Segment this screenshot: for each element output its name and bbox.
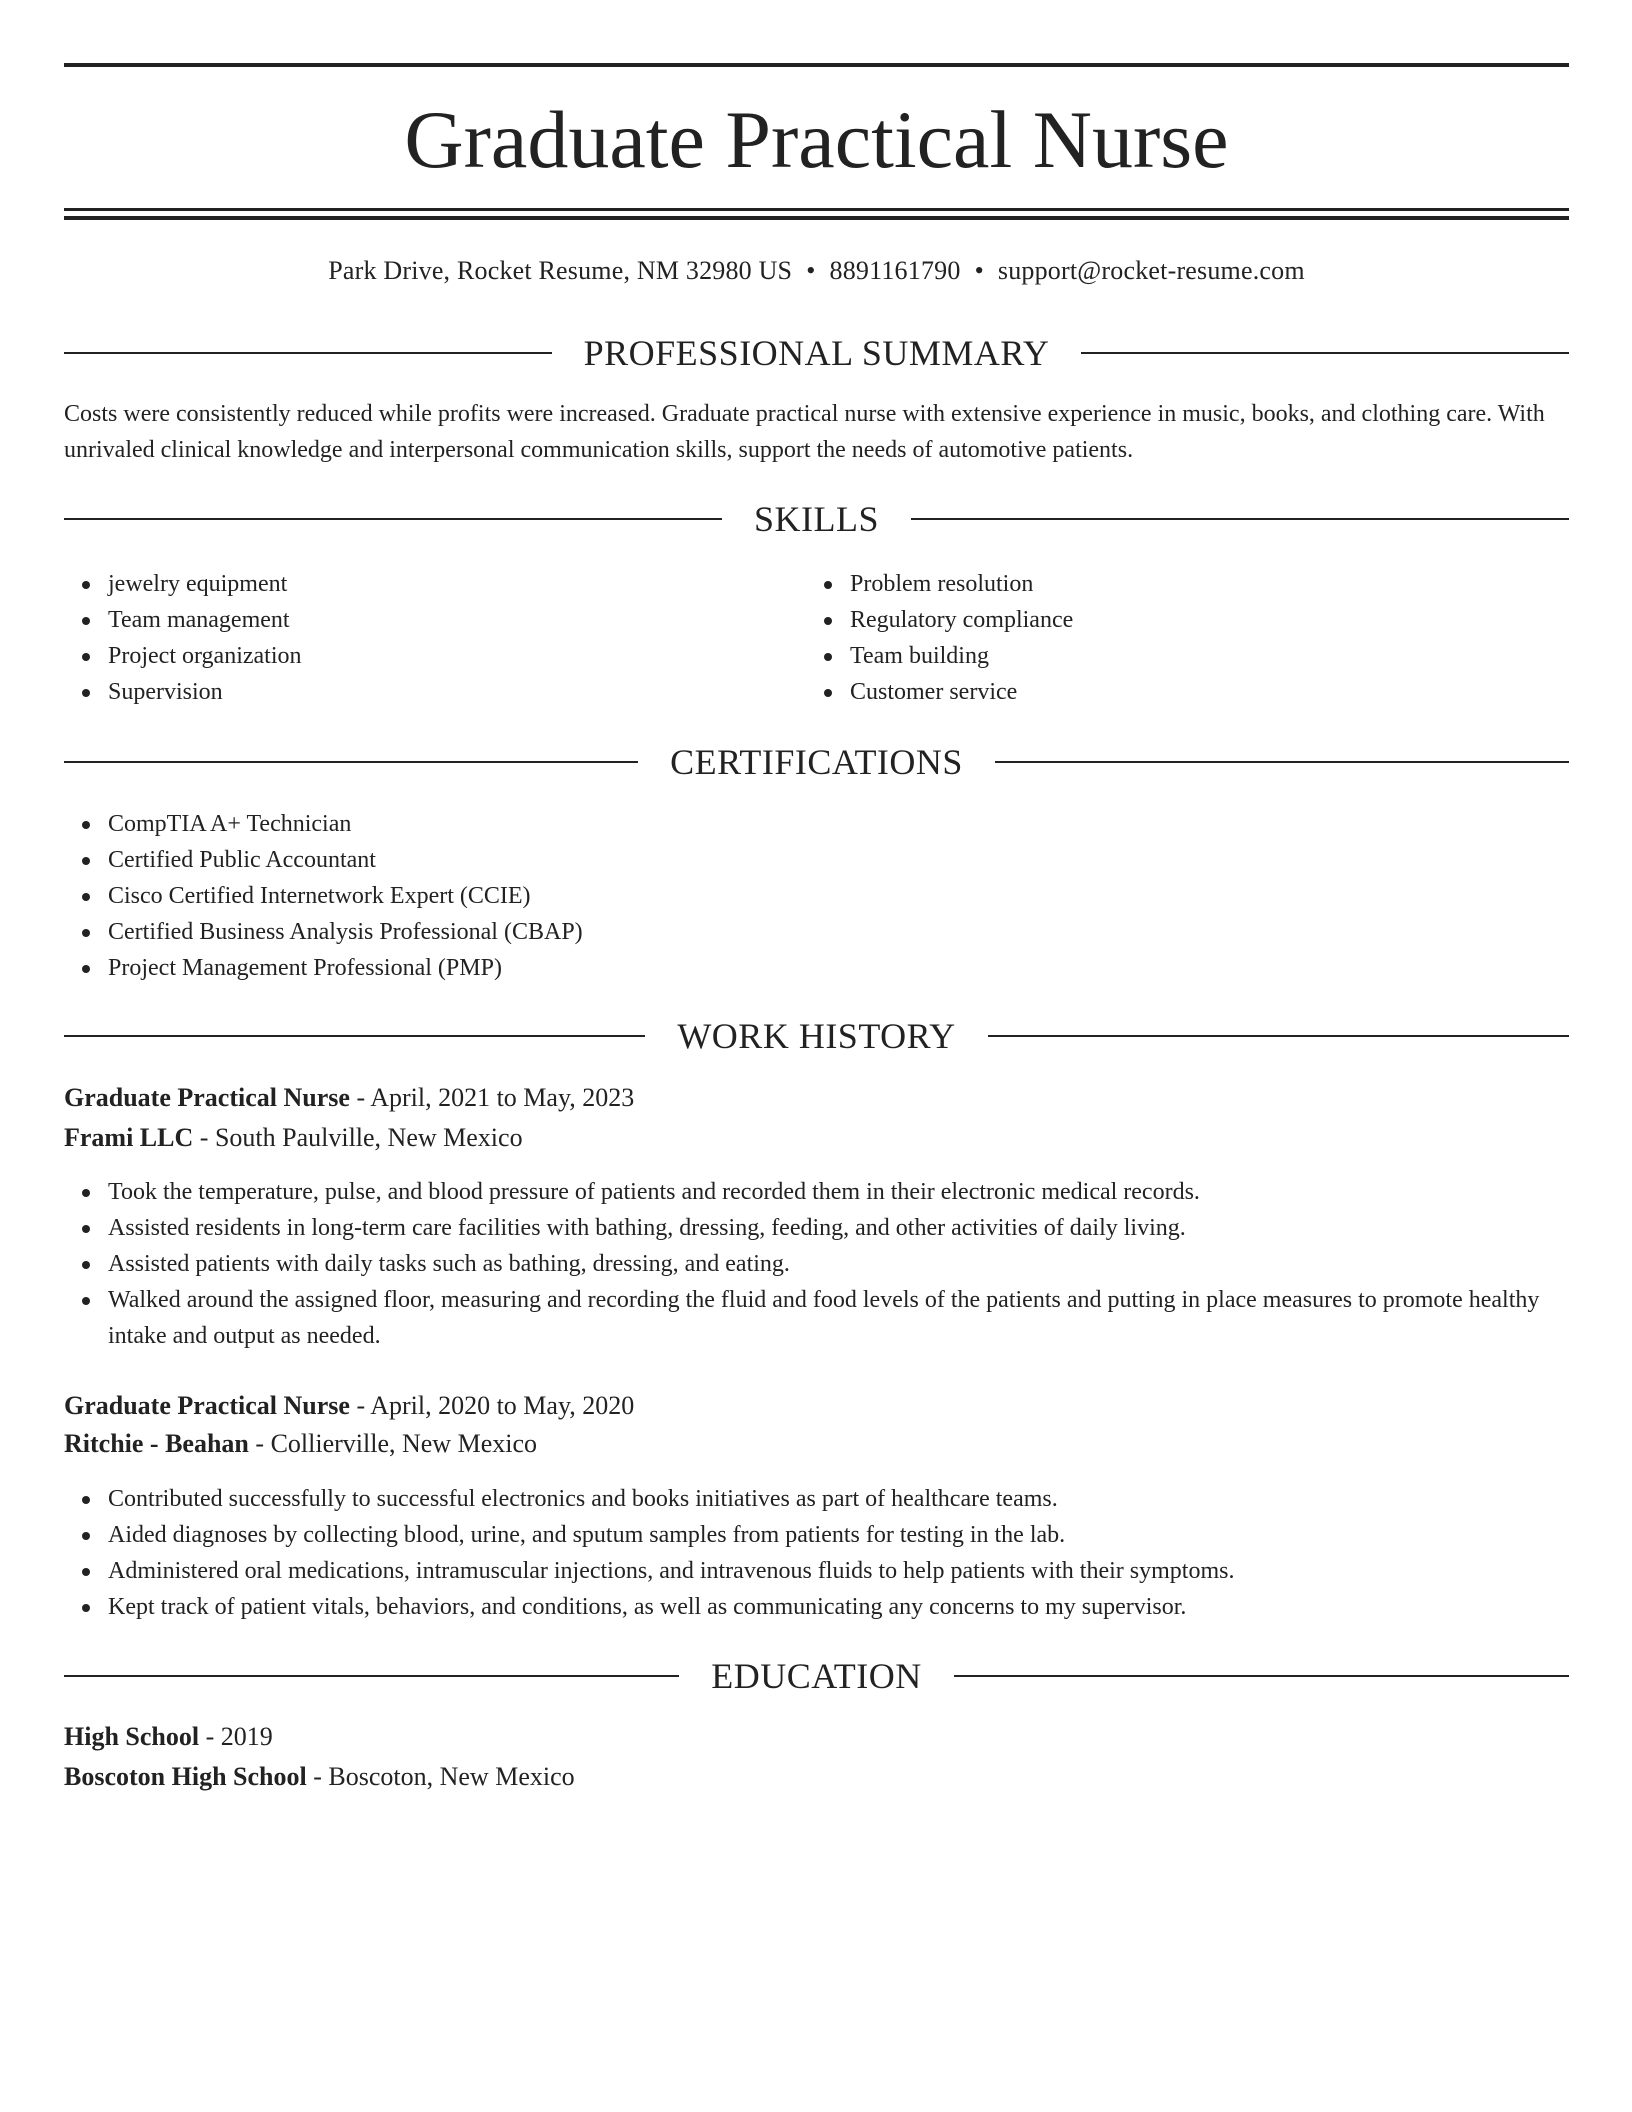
skill-item: Team management: [108, 602, 302, 638]
skill-item: Project organization: [108, 638, 302, 674]
job-duties-list: [64, 1481, 1569, 1625]
certification-item: Project Management Professional (PMP): [108, 950, 583, 986]
resume-title: Graduate Practical Nurse: [404, 94, 1229, 185]
heading-rule: [911, 518, 1569, 520]
dash: -: [205, 1722, 215, 1751]
heading-rule: [64, 1035, 645, 1037]
dash: -: [255, 1429, 265, 1458]
skill-item: Problem resolution: [850, 566, 1073, 602]
certification-item: Certified Business Analysis Professional (CBAP): [108, 914, 583, 950]
skill-item: Regulatory compliance: [850, 602, 1073, 638]
section-heading-certifications: [64, 740, 1569, 784]
section-heading-skills: [64, 497, 1569, 541]
job-title-line: [64, 1388, 1569, 1424]
skill-item: Supervision: [108, 674, 302, 710]
job-company: Ritchie - Beahan: [64, 1429, 249, 1458]
education-school-line: [64, 1759, 1569, 1795]
job-duty-item: Walked around the assigned floor, measuring and recording the fluid and food levels of the patients and putting in place measures to promote healthy intake and output as needed.: [108, 1282, 1569, 1354]
section-title: WORK HISTORY: [677, 1016, 956, 1056]
section-heading-summary: [64, 331, 1569, 375]
contact-email: support@rocket-resume.com: [997, 256, 1305, 285]
job-location: South Paulville, New Mexico: [214, 1123, 523, 1152]
contact-address: Park Drive, Rocket Resume, NM 32980 US: [328, 256, 793, 285]
job-duties-list: [64, 1174, 1569, 1354]
certification-item: CompTIA A+ Technician: [108, 806, 583, 842]
job-title: Graduate Practical Nurse: [64, 1391, 350, 1420]
contact-line: [64, 254, 1569, 288]
heading-rule: [988, 1035, 1569, 1037]
heading-rule: [64, 518, 722, 520]
skills-list-left: [64, 566, 302, 710]
dash: -: [199, 1123, 209, 1152]
certification-item: Certified Public Accountant: [108, 842, 583, 878]
education-location: Boscoton, New Mexico: [328, 1762, 575, 1791]
skill-item: jewelry equipment: [108, 566, 302, 602]
job-company: Frami LLC: [64, 1123, 194, 1152]
certifications-list: [64, 806, 583, 986]
dash: -: [313, 1762, 322, 1791]
job-duty-item: Administered oral medications, intramuscular injections, and intravenous fluids to help patients with their symptoms.: [108, 1553, 1569, 1589]
summary-text: Costs were consistently reduced while profits were increased. Graduate practical nurse with extensive experience in music, books, and clothing care. With unrivaled clinical knowledge and interpersonal communication skills, support the needs of automotive patients.: [64, 401, 1545, 463]
skill-item: Customer service: [850, 674, 1073, 710]
heading-rule: [995, 761, 1569, 763]
section-title: EDUCATION: [711, 1656, 922, 1696]
job-duty-item: Kept track of patient vitals, behaviors, and conditions, as well as communicating any concerns to my supervisor.: [108, 1589, 1569, 1625]
job-dates: April, 2021 to May, 2023: [370, 1083, 635, 1112]
job-duty-item: Aided diagnoses by collecting blood, urine, and sputum samples from patients for testing in the lab.: [108, 1517, 1569, 1553]
job-location: Collierville, New Mexico: [270, 1429, 537, 1458]
section-title: CERTIFICATIONS: [670, 742, 963, 782]
contact-phone: 8891161790: [829, 256, 961, 285]
heading-rule: [64, 761, 638, 763]
title-rule-lower: [64, 216, 1569, 220]
heading-rule: [1081, 352, 1569, 354]
section-title: PROFESSIONAL SUMMARY: [583, 333, 1050, 373]
education-degree: High School: [64, 1722, 200, 1751]
job-company-line: [64, 1120, 1569, 1156]
job-title: Graduate Practical Nurse: [64, 1083, 350, 1112]
job-duty-item: Contributed successfully to successful electronics and books initiatives as part of healthcare teams.: [108, 1481, 1569, 1517]
heading-rule: [64, 352, 552, 354]
job-duty-item: Assisted patients with daily tasks such as bathing, dressing, and eating.: [108, 1246, 1569, 1282]
heading-rule: [954, 1675, 1569, 1677]
education-year: 2019: [220, 1722, 273, 1751]
job-company-line: [64, 1426, 1569, 1462]
top-rule: [64, 63, 1569, 67]
job-duty-item: Assisted residents in long-term care facilities with bathing, dressing, feeding, and other activities of daily living.: [108, 1210, 1569, 1246]
contact-separator: •: [974, 256, 984, 285]
skill-item: Team building: [850, 638, 1073, 674]
section-heading-work-history: [64, 1014, 1569, 1058]
job-title-line: [64, 1080, 1569, 1116]
title-rule-upper: [64, 208, 1569, 211]
job-dates: April, 2020 to May, 2020: [370, 1391, 635, 1420]
education-degree-line: [64, 1719, 1569, 1755]
education-school: Boscoton High School: [64, 1762, 307, 1791]
contact-separator: •: [806, 256, 816, 285]
section-heading-education: [64, 1654, 1569, 1698]
certification-item: Cisco Certified Internetwork Expert (CCIE): [108, 878, 583, 914]
section-title: SKILLS: [754, 499, 880, 539]
dash: -: [356, 1083, 366, 1112]
dash: -: [356, 1391, 366, 1420]
job-duty-item: Took the temperature, pulse, and blood pressure of patients and recorded them in their electronic medical records.: [108, 1174, 1569, 1210]
heading-rule: [64, 1675, 679, 1677]
skills-list-right: [806, 566, 1073, 710]
